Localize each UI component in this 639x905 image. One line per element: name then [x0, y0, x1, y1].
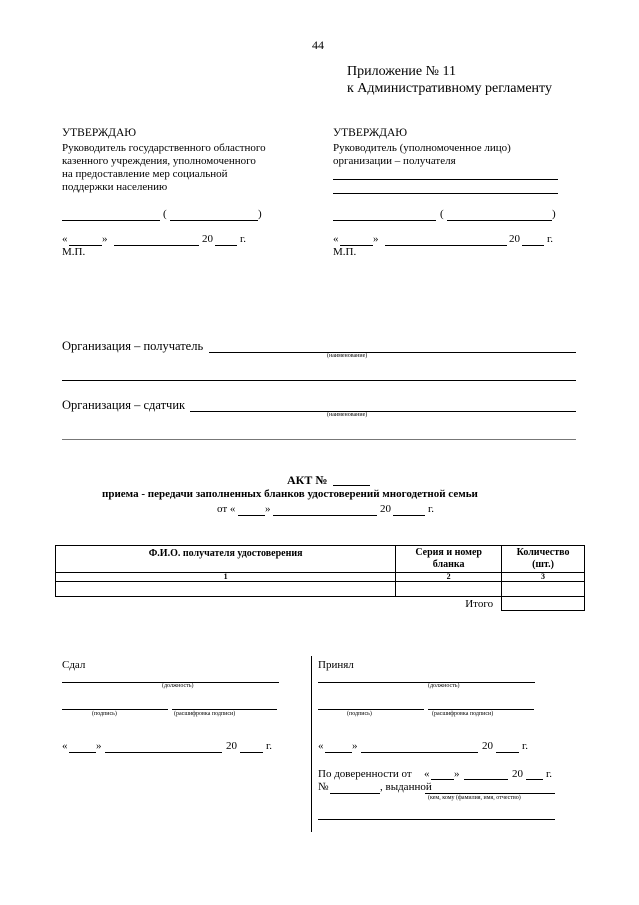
approve-left-decode-line	[170, 220, 258, 221]
received-signature-caption: (подпись)	[347, 711, 372, 717]
approve-right-title: УТВЕРЖДАЮ	[333, 127, 408, 139]
act-date-suffix: г.	[428, 503, 435, 515]
poa-number-line	[330, 793, 380, 794]
handed-signature-line	[62, 709, 168, 710]
received-position-caption: (должность)	[428, 683, 460, 689]
col-number-1: 1	[56, 573, 396, 582]
act-month-line	[273, 515, 377, 516]
poa-year-prefix: 20	[512, 768, 523, 780]
table-header-row	[56, 546, 585, 573]
poa-year-line	[526, 779, 543, 780]
table-row	[56, 582, 585, 597]
approve-left-quote-open: «	[62, 233, 68, 245]
handed-signature-caption: (подпись)	[92, 711, 117, 717]
act-subtitle: приема - передачи заполненных бланков удостоверений многодетной семьи	[102, 488, 478, 500]
handed-quote-open: «	[62, 740, 68, 752]
table-total-row	[56, 597, 585, 611]
col-number-2: 2	[396, 573, 502, 582]
received-day-line	[325, 752, 352, 753]
act-date-year: 20	[380, 503, 391, 515]
poa-issued-caption: (кем, кому (фамилия, имя, отчество)	[428, 795, 521, 801]
approve-right-paren-close: )	[552, 208, 556, 220]
approve-left-year-suffix: г.	[240, 233, 247, 245]
act-day-line	[238, 515, 265, 516]
received-year-suffix: г.	[522, 740, 529, 752]
approve-left-paren-close: )	[258, 208, 262, 220]
handed-year-prefix: 20	[226, 740, 237, 752]
appendix-subtitle: к Административному регламенту	[347, 81, 552, 96]
received-year-line	[496, 752, 519, 753]
org-receiver-caption: (наименование)	[327, 353, 368, 359]
handed-title: Сдал	[62, 659, 86, 671]
poa-issued-line	[425, 793, 555, 794]
poa-number-sign: №	[318, 781, 329, 793]
poa-year-suffix: г.	[546, 768, 553, 780]
received-month-line	[361, 752, 478, 753]
signature-divider	[311, 656, 312, 832]
approve-left-line-4: поддержки населению	[62, 181, 168, 193]
handed-quote-close: »	[96, 740, 102, 752]
approve-right-line-1: Руководитель (уполномоченное лицо)	[333, 142, 511, 154]
org-receiver-label: Организация – получатель	[62, 339, 204, 353]
power-of-attorney-label: По доверенности от	[318, 768, 412, 780]
poa-month-line	[464, 779, 508, 780]
act-title: АКТ №	[287, 473, 328, 487]
approve-left-line-1: Руководитель государственного областного	[62, 142, 266, 154]
poa-quote-close: »	[454, 768, 460, 780]
col-number-3: 3	[502, 573, 585, 582]
approve-left-line-3: на предоставление мер социальной	[62, 168, 228, 180]
table-cell-fio[interactable]	[56, 582, 396, 597]
table-cell-series[interactable]	[396, 582, 502, 597]
received-signature-line	[318, 709, 424, 710]
act-number-line	[333, 485, 370, 486]
approve-left-month-line	[114, 245, 199, 246]
received-decode-line	[428, 709, 534, 710]
approve-right-decode-line	[447, 220, 552, 221]
handed-day-line	[69, 752, 96, 753]
total-value-cell[interactable]	[502, 597, 585, 611]
approve-left-year-line	[215, 245, 237, 246]
approve-right-line-2: организации – получателя	[333, 155, 456, 167]
approve-right-blank-line-2	[333, 193, 558, 194]
act-year-line	[393, 515, 425, 516]
approve-left-year-prefix: 20	[202, 233, 213, 245]
approve-right-year-line	[522, 245, 544, 246]
approve-left-signature-line	[62, 220, 160, 221]
handed-month-line	[105, 752, 222, 753]
org-sender-caption: (наименование)	[327, 412, 368, 418]
transfer-table	[55, 545, 585, 611]
org-sender-line	[190, 411, 576, 412]
received-decode-caption: (расшифровка подписи)	[432, 711, 494, 717]
approve-right-year-prefix: 20	[509, 233, 520, 245]
approve-left-stamp: М.П.	[62, 246, 86, 258]
handed-position-caption: (должность)	[162, 683, 194, 689]
table-number-row	[56, 573, 585, 582]
received-quote-close: »	[352, 740, 358, 752]
org-sender-label: Организация – сдатчик	[62, 398, 186, 412]
header-series: Серия и номер бланка	[396, 546, 502, 573]
act-date-quote-close: »	[265, 503, 271, 515]
org-receiver-line-2	[62, 380, 576, 381]
approve-right-quote-open: «	[333, 233, 339, 245]
handed-decode-line	[172, 709, 277, 710]
page-number: 44	[312, 38, 324, 52]
approve-right-blank-line-1	[333, 179, 558, 180]
approve-right-quote-close: »	[373, 233, 379, 245]
approve-right-year-suffix: г.	[547, 233, 554, 245]
appendix-title: Приложение № 11	[347, 64, 456, 79]
table-cell-quantity[interactable]	[502, 582, 585, 597]
handed-year-suffix: г.	[266, 740, 273, 752]
handed-year-line	[240, 752, 263, 753]
org-receiver-line	[209, 352, 576, 353]
org-sender-line-2	[62, 439, 576, 440]
approve-left-quote-close: »	[102, 233, 108, 245]
approve-right-stamp: М.П.	[333, 246, 357, 258]
received-title: Принял	[318, 659, 354, 671]
approve-right-signature-line	[333, 220, 436, 221]
received-quote-open: «	[318, 740, 324, 752]
total-label: Итого	[396, 597, 502, 611]
approve-right-paren-open: (	[440, 208, 444, 220]
header-fio: Ф.И.О. получателя удостоверения	[56, 546, 396, 573]
approve-right-month-line	[385, 245, 507, 246]
poa-issued-line-2	[318, 819, 555, 820]
received-position-line	[318, 682, 535, 683]
act-date-from: от «	[217, 503, 236, 515]
header-quantity: Количество (шт.)	[502, 546, 585, 573]
poa-quote-open: «	[424, 768, 430, 780]
poa-issued-label: , выданной	[380, 781, 432, 793]
approve-left-line-2: казенного учреждения, уполномоченного	[62, 155, 256, 167]
poa-day-line	[431, 779, 454, 780]
handed-decode-caption: (расшифровка подписи)	[174, 711, 236, 717]
approve-left-title: УТВЕРЖДАЮ	[62, 127, 137, 139]
approve-left-paren-open: (	[163, 208, 167, 220]
received-year-prefix: 20	[482, 740, 493, 752]
